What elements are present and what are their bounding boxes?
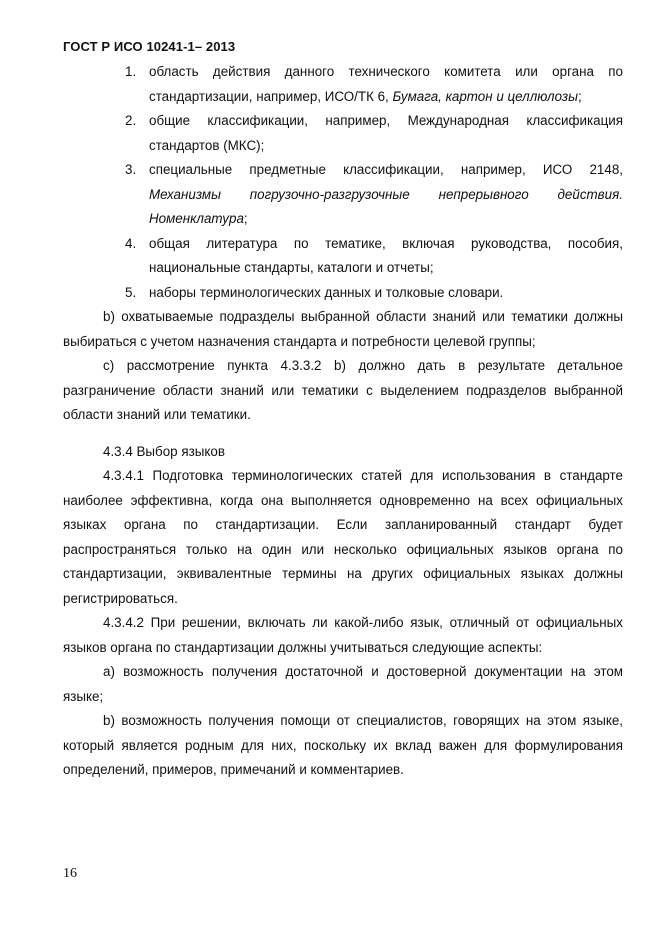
paragraph-c: c) рассмотрение пункта 4.3.3.2 b) должно дать в результате детальное разграничение области знаний или тематики с выделением подразделов выбранной области знаний или тематики.: [63, 358, 623, 422]
paragraph-4-3-4-2: 4.3.4.2 При решении, включать ли какой-либо язык, отличный от официальных языков органа по стандартизации должны учитываться следующие аспекты:: [63, 615, 623, 655]
sources-list: [63, 60, 623, 783]
list-item: [125, 60, 623, 109]
list-item-text: общие классификации, например, Международная классификация стандартов (МКС);: [149, 113, 623, 153]
section-title: 4.3.4 Выбор языков: [103, 443, 225, 459]
list-item-text: общая литература по тематике, включая руководства, пособия, национальные стандарты, каталоги и отчеты;: [149, 235, 623, 275]
paragraph-b-2: b) возможность получения помощи от специалистов, говорящих на этом языке, который является родным для них, поскольку их вклад важен для формулирования определений, примеров, примечаний и комментариев.: [63, 713, 623, 777]
list-item: [125, 109, 623, 158]
list-item: [125, 232, 623, 281]
paragraph-a: a) возможность получения достаточной и достоверной документации на этом языке;: [63, 664, 623, 704]
list-item-number: 1.: [125, 64, 137, 79]
list-item: [125, 158, 623, 232]
list-item-text: наборы терминологических данных и толковые словари.: [149, 284, 504, 300]
document-header: ГОСТ Р ИСО 10241-1– 2013: [63, 39, 236, 54]
list-item-number: 3.: [125, 162, 137, 177]
paragraph-4-3-4-1: 4.3.4.1 Подготовка терминологических статей для использования в стандарте наиболее эффективна, когда она выполняется одновременно на всех официальных языках органа по стандартизации. Если запланированный стандарт будет распространяться только на один или несколько официальных языков органа по стандартизации, эквивалентные термины на других официальных языках должны регистрироваться.: [63, 468, 623, 606]
list-item-number: 5.: [125, 284, 137, 300]
paragraph-b: b) охватываемые подразделы выбранной области знаний или тематики должны выбираться с учетом назначения стандарта и потребности целевой группы;: [63, 309, 623, 349]
list-item: [125, 281, 623, 306]
page-number: 16: [63, 866, 77, 881]
list-item-number: 2.: [125, 113, 137, 128]
list-item-text: специальные предметные классификации, например, ИСО 2148, Механизмы погрузочно-разгрузочные непрерывного действия. Номенклатура;: [149, 162, 623, 226]
list-item-number: 4.: [125, 235, 137, 251]
list-item-text: область действия данного технического комитета или органа по стандартизации, например, ИСО/ТК 6, Бумага, картон и целлюлозы;: [149, 64, 623, 104]
